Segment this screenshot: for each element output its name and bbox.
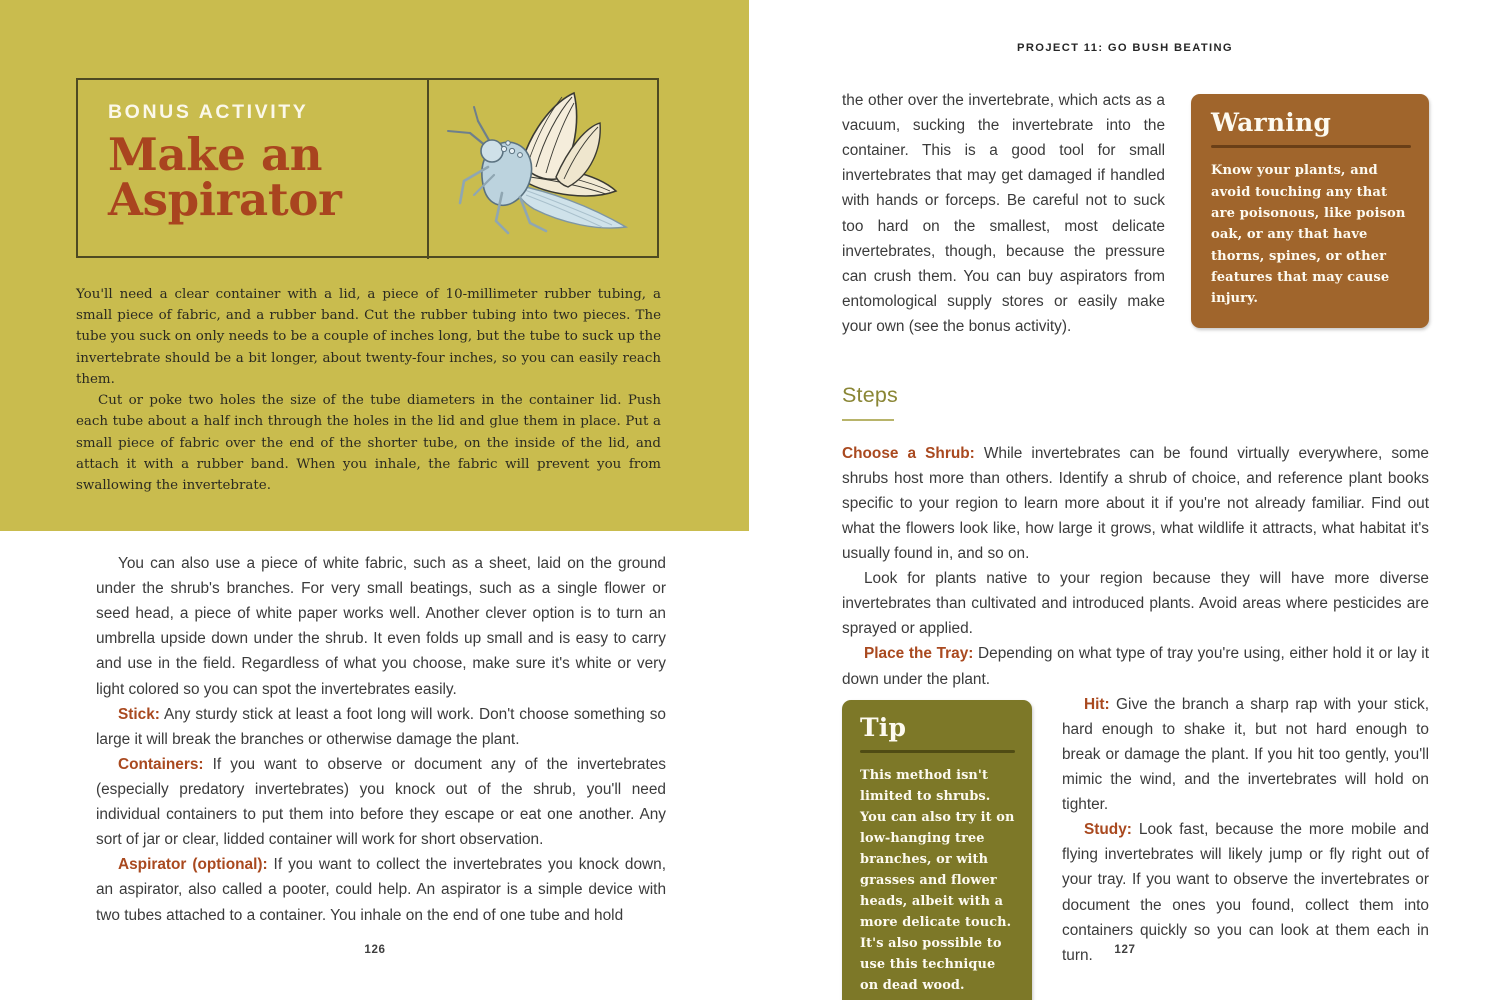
bonus-paragraph: Cut or poke two holes the size of the tube diameters in the container lid. Push each tube about a half inch through the holes in the lid and glue them in place. Put a small piece of fabric over the end of the shorter tube, on the inside of the lid, and attach it with a rubber band. When you inhale, the fabric will prevent you from swallowing the invertebrate. — [76, 393, 661, 494]
step-text: While invertebrates can be found virtually everywhere, some shrubs host more than others. Identify a shrub of choice, and reference plant books specific to your region to learn more about it if you're not already familiar. Find out what the flowers look like, how large it grows, what wildlife it attracts, what habitat it's usually found in, and so on. — [842, 444, 1429, 563]
paragraph-text: If you want to observe or document any of the invertebrates (especially predatory invertebrates) you knock out of the shrub, you'll need individual containers to put them into before they escape or eat one another. Any sort of jar or clear, lidded container will work for short observation. — [96, 755, 666, 849]
step-paragraph — [842, 566, 1429, 641]
bonus-activity-title — [108, 128, 428, 226]
body-paragraph — [96, 752, 666, 852]
step-paragraph — [842, 641, 1429, 691]
bonus-activity-body — [76, 284, 661, 496]
step-text: Look for plants native to your region because they will have more diverse invertebrates than cultivated and introduced plants. Avoid areas where pesticides are sprayed or applied. — [842, 570, 1429, 638]
warning-title: Warning — [1211, 108, 1332, 137]
tip-text: This method isn't limited to shrubs. You can also try it on low-hanging tree branches, or with grasses and flower heads, albeit with a more delicate touch. It's also possible to use this technique on dead wood. — [860, 767, 1015, 994]
right-page-body — [842, 88, 1429, 1000]
warning-divider — [1211, 145, 1411, 148]
bonus-activity-heading-block — [78, 80, 428, 256]
paragraph-runin: Containers: — [118, 755, 204, 773]
intro-paragraph: the other over the invertebrate, which acts as a vacuum, sucking the invertebrate into the container. This is a good tool for small invertebrates that may get damaged if handled with hands or forceps. Be careful not to suck too hard on the smallest, most delicate invertebrates, though, because the pressure can crush them. You can buy aspirators from entomological supply stores or easily make your own (see the bonus activity). — [842, 92, 1165, 335]
step-runin: Study: — [1084, 821, 1132, 839]
body-paragraph — [96, 551, 666, 702]
left-page-body — [96, 551, 666, 928]
bonus-activity-title-line1: Make an — [108, 128, 323, 182]
paragraph-text: If you want to collect the invertebrates you knock down, an aspirator, also called a pooter, could help. An aspirator is a simple device with two tubes attached to a container. You inhale on the end of one tube and hold — [96, 856, 666, 924]
page-number-left: 126 — [364, 943, 386, 956]
paragraph-runin: Aspirator (optional): — [118, 856, 268, 874]
right-page — [750, 0, 1500, 1000]
tip-title: Tip — [860, 712, 907, 742]
bonus-activity-frame — [76, 78, 659, 258]
bonus-activity-title-line2: Aspirator — [108, 172, 342, 226]
warning-callout-box — [1191, 94, 1429, 328]
paragraph-text: You can also use a piece of white fabric, such as a sheet, laid on the ground under the shrub's branches. For very small beatings, such as a single flower or seed head, a piece of white paper works well. Another clever option is to turn an umbrella upside down under the shrub. It even folds up small and is easy to carry and use in the field. Regardless of what you choose, make sure it's white or very light colored so you can spot the invertebrates easily. — [96, 555, 666, 698]
bonus-activity-kicker: BONUS ACTIVITY — [108, 101, 309, 123]
running-head: PROJECT 11: GO BUSH BEATING — [1017, 42, 1233, 54]
steps-heading: Steps — [842, 382, 898, 407]
body-paragraph — [96, 852, 666, 927]
page-number-right: 127 — [1114, 943, 1136, 956]
step-runin: Choose a Shrub: — [842, 444, 975, 462]
steps-heading-underline — [842, 419, 894, 421]
body-paragraph — [96, 702, 666, 752]
winged-insect-illustration — [430, 81, 661, 259]
paragraph-text: Any sturdy stick at least a foot long will work. Don't choose something so large it will break the branches or otherwise damage the plant. — [96, 705, 666, 748]
step-runin: Hit: — [1084, 695, 1110, 713]
tip-divider — [860, 750, 1015, 753]
bonus-paragraph: You'll need a clear container with a lid, a piece of 10-millimeter rubber tubing, a small piece of fabric, and a rubber band. Cut the rubber tubing into two pieces. The tube you suck on only needs to be a couple of inches long, but the tube to suck up the invertebrate should be a bit longer, about twenty-four inches, so you can easily reach them. — [76, 287, 661, 387]
step-text: Give the branch a sharp rap with your stick, hard enough to shake it, but not hard enough to break or damage the plant. If you hit too gently, you'll mimic the wind, and the invertebrates will hold on tighter. — [1062, 695, 1429, 814]
paragraph-runin: Stick: — [118, 705, 160, 723]
step-text: Depending on what type of tray you're using, either hold it or lay it down under the plant. — [842, 645, 1429, 688]
step-paragraph — [842, 441, 1429, 567]
bonus-activity-panel — [0, 0, 749, 531]
step-text: Look fast, because the more mobile and flying invertebrates will likely jump or fly right out of your tray. If you want to observe the invertebrates or document the ones you found, collect them into containers quickly so you can look at them each in turn. — [1062, 821, 1429, 964]
step-runin: Place the Tray: — [864, 645, 974, 663]
warning-text: Know your plants, and avoid touching any that are poisonous, like poison oak, or any that have thorns, spines, or other features that may cause injury. — [1211, 163, 1406, 307]
